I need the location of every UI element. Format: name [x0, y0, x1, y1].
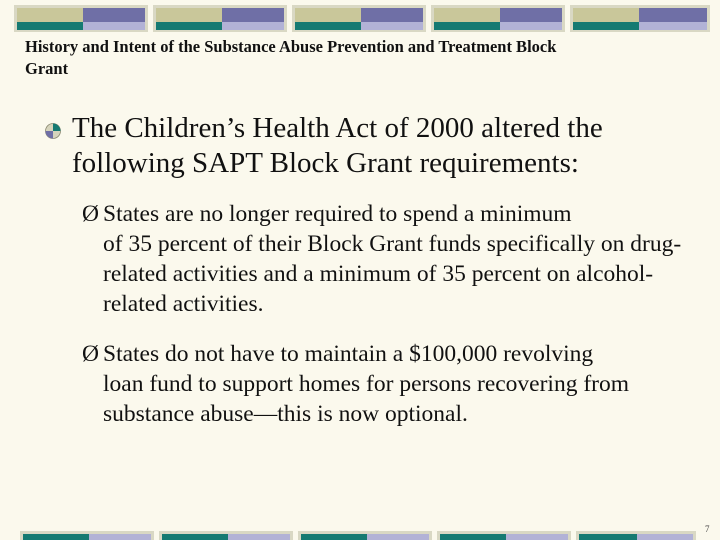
band-group-4 [431, 5, 565, 32]
band-group-3 [292, 5, 426, 32]
band-group-1 [14, 5, 148, 32]
bottom-band-group-4 [437, 531, 571, 540]
arrow-bullet-icon: Ø [82, 201, 99, 227]
sub-bullet-1-rest: of 35 percent of their Block Grant funds specifically on drug-related activities and a minimum of 35 percent on alcohol-related activities. [103, 231, 682, 317]
bottom-band-group-1 [20, 531, 154, 540]
main-bullet-text: The Children’s Health Act of 2000 altered the following SAPT Block Grant requirements: [72, 112, 603, 179]
sub-bullet-2-rest: loan fund to support homes for persons recovering from substance abuse—this is now optional. [103, 371, 630, 427]
band-group-2 [153, 5, 287, 32]
slide-title: History and Intent of the Substance Abuse Prevention and Treatment Block Grant [25, 37, 557, 78]
sub-bullet-2-first-line: States do not have to maintain a $100,000 revolving [103, 341, 594, 367]
sub-bullet-2 [82, 339, 712, 429]
bottom-band-group-2 [159, 531, 293, 540]
bottom-band-group-5 [576, 531, 696, 540]
bottom-band-group-3 [298, 531, 432, 540]
page-number: 7 [705, 524, 710, 534]
top-decorative-band [0, 0, 720, 34]
sub-bullet-1-first-line: States are no longer required to spend a minimum [103, 201, 572, 227]
arrow-bullet-icon: Ø [82, 341, 99, 367]
sphere-bullet-icon [44, 122, 62, 140]
bottom-band-pattern [0, 526, 720, 540]
top-band-pattern [0, 0, 720, 34]
band-group-5 [570, 5, 710, 32]
bottom-decorative-band [0, 526, 720, 540]
sub-bullet-1 [82, 199, 712, 319]
